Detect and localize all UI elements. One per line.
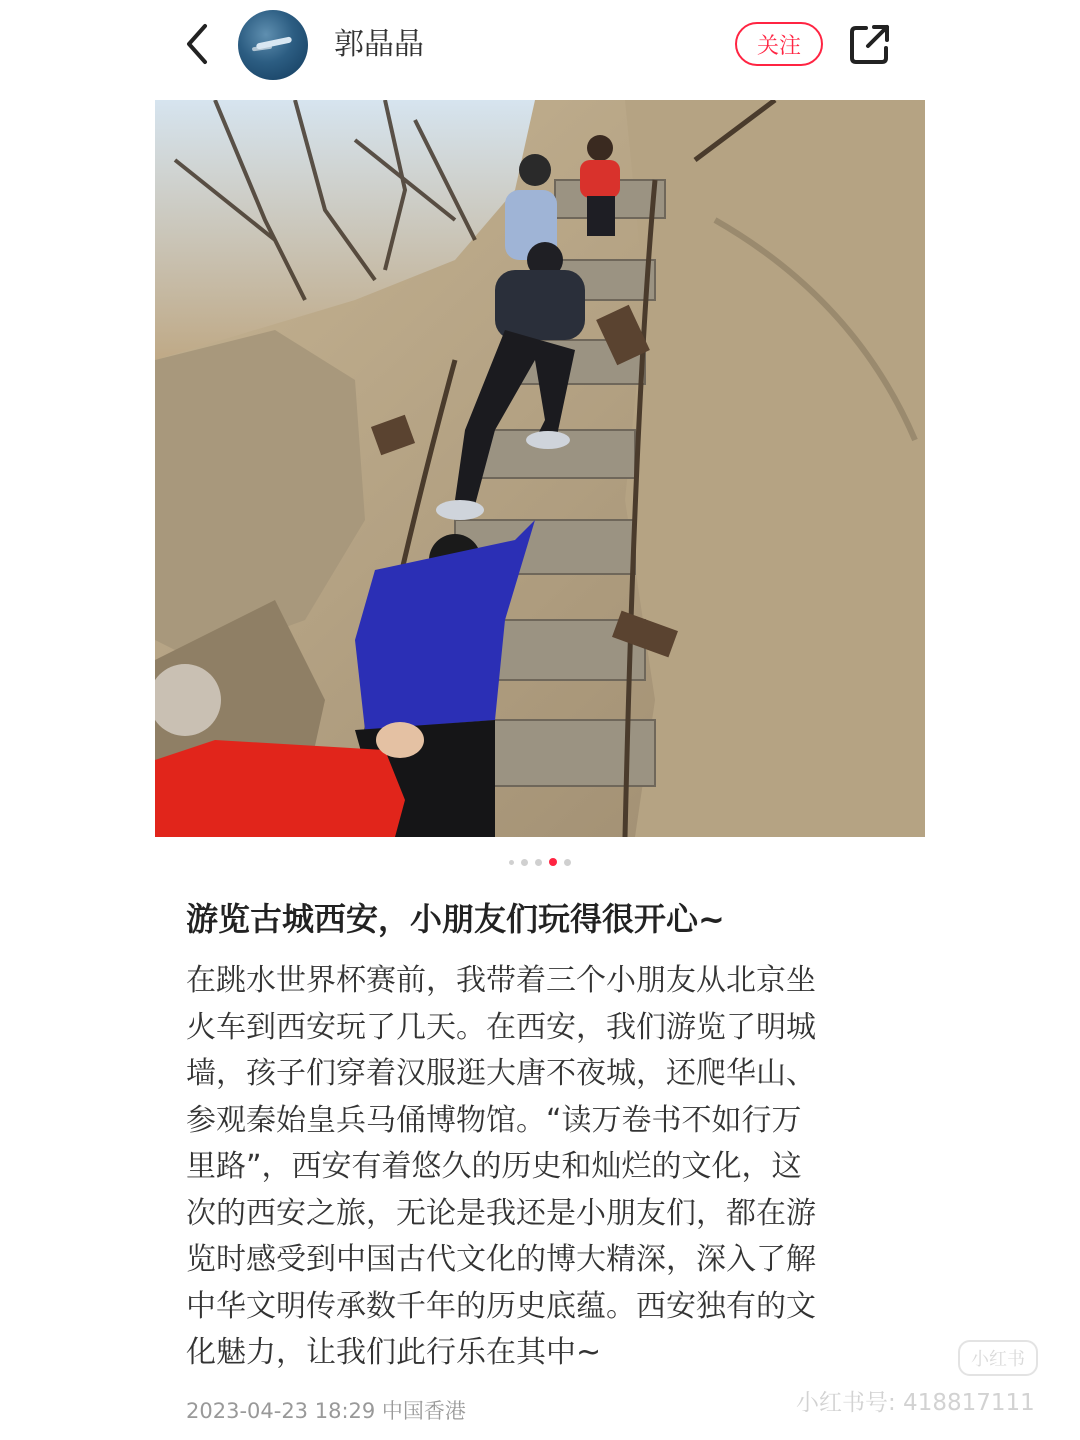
post-body-line: 览时感受到中国古代文化的博大精深，深入了解 (186, 1242, 816, 1277)
share-icon (848, 22, 892, 66)
post-body-line: 火车到西安玩了几天。在西安，我们游览了明城 (186, 1009, 816, 1045)
post-body-line: 里路”，西安有着悠久的历史和灿烂的文化，这 (186, 1149, 802, 1184)
post-body-line: 次的西安之旅，无论是我还是小朋友们，都在游 (186, 1195, 816, 1231)
post-body-line: 墙，孩子们穿着汉服逛大唐不夜城，还爬华山、 (186, 1056, 816, 1091)
post-photo[interactable] (155, 100, 925, 837)
carousel-dot (564, 859, 571, 866)
carousel-dot (521, 859, 528, 866)
watermark-badge: 小红书 (958, 1340, 1038, 1376)
post-meta: 2023-04-23 18:29 中国香港 (186, 1399, 466, 1423)
chevron-left-icon (183, 22, 213, 66)
carousel-dot-active (549, 858, 557, 866)
mountain-stairs-photo (155, 100, 925, 837)
share-button[interactable] (848, 22, 892, 66)
carousel-dot (535, 859, 542, 866)
post-title: 游览古城西安，小朋友们玩得很开心~ (186, 900, 725, 938)
post-body (186, 958, 886, 1377)
author-name[interactable]: 郭晶晶 (334, 27, 424, 62)
post-body-line: 中华文明传承数千年的历史底蕴。西安独有的文 (186, 1288, 816, 1324)
post-body-line: 在跳水世界杯赛前，我带着三个小朋友从北京坐 (186, 963, 816, 998)
top-bar (0, 0, 1080, 96)
follow-button[interactable]: 关注 (735, 22, 823, 66)
post-body-line: 参观秦始皇兵马俑博物馆。“读万卷书不如行万 (186, 1102, 802, 1138)
watermark-id: 小红书号: 418817111 (796, 1390, 1035, 1416)
carousel-dot (509, 860, 514, 865)
back-button[interactable] (176, 22, 220, 66)
carousel-indicator (0, 856, 1080, 868)
avatar[interactable] (238, 10, 308, 80)
post-body-line: 化魅力，让我们此行乐在其中~ (186, 1335, 602, 1370)
